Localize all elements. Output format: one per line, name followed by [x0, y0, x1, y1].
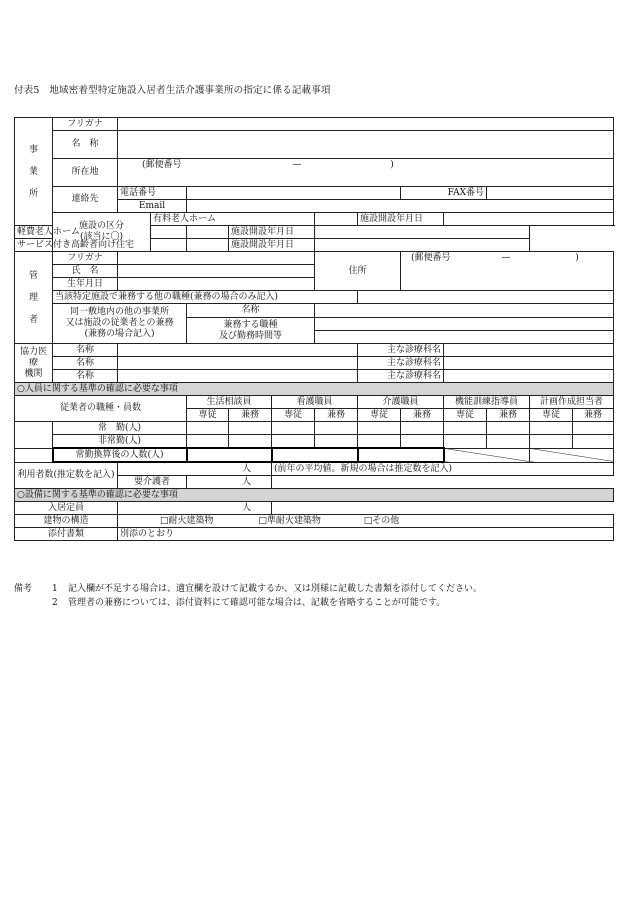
office-postal-label: (郵便番号 — [142, 160, 182, 171]
facility-open-date-label-3: 施設開設年月日 — [229, 239, 315, 252]
staff-part-4: 兼務 — [487, 409, 530, 422]
facility-open-date-label-1: 施設開設年月日 — [358, 213, 444, 226]
staff-fte-field-1[interactable] — [187, 448, 272, 462]
staff-cell[interactable] — [358, 435, 401, 449]
users-blank — [272, 476, 614, 489]
staff-full-1: 専従 — [187, 409, 229, 422]
manager-job-field-1[interactable] — [315, 318, 614, 331]
users-care-label: 要介護者 — [118, 476, 187, 489]
office-name-label: 名 称 — [53, 131, 118, 159]
manager-same-site-label: 同一敷地内の他の事業所 又は施設の従業者との兼務 (兼務の場合記入) — [53, 304, 187, 344]
note-text: 記入欄が不足する場合は、適宜欄を設けて記載するか、又は別様に記載した書類を添付してください。 — [68, 584, 483, 594]
staff-section-header: ○人員に関する基準の確認に必要な事項 — [15, 383, 614, 396]
coop-dept-label-3: 主な診療科名 — [358, 370, 444, 383]
staff-part-5: 兼務 — [573, 409, 614, 422]
manager-job-label: 兼務する職種 及び勤務時間等 — [187, 318, 315, 344]
staff-full-2: 専従 — [272, 409, 315, 422]
equipment-section-header: ○設備に関する基準の確認に必要な事項 — [15, 489, 614, 502]
office-contact-label: 連絡先 — [53, 187, 118, 213]
structure-option-semi-fireproof[interactable]: □準耐火建築物 — [258, 515, 321, 526]
facility-open-date-field-2[interactable] — [315, 226, 530, 239]
staff-role-4: 機能訓練指導員 — [444, 396, 530, 409]
facility-check-2[interactable] — [187, 226, 229, 239]
office-address-label: 所在地 — [53, 159, 118, 187]
facility-type-2[interactable]: 軽費老人ホーム — [15, 226, 187, 239]
equipment-attach-field: 別添のとおり — [118, 528, 614, 541]
coop-name-label-3: 名称 — [53, 370, 118, 383]
users-total-field[interactable] — [118, 462, 272, 476]
manager-furigana-field[interactable] — [118, 252, 315, 265]
manager-postal-label: (郵便番号 — [411, 252, 451, 263]
manager-other-jobs-label: 当該特定施設で兼務する他の職種(兼務の場合のみ記入) — [53, 291, 358, 304]
staff-cell[interactable] — [487, 422, 530, 435]
staff-role-5: 計画作成担当者 — [530, 396, 614, 409]
notes-label: 備考 — [14, 584, 33, 594]
staff-cell[interactable] — [444, 422, 487, 435]
staff-cell[interactable] — [487, 435, 530, 449]
facility-type-label: 施設の区分 (該当に〇) — [53, 213, 151, 252]
equipment-capacity-label: 入居定員 — [15, 502, 118, 515]
manager-job-field-2[interactable] — [315, 331, 614, 344]
staff-cell[interactable] — [358, 422, 401, 435]
note-item-1 — [14, 582, 482, 596]
office-email-label: Email — [118, 200, 187, 213]
facility-check-1[interactable] — [315, 213, 358, 226]
staff-fulltime-label: 常 勤(人) — [53, 422, 187, 435]
staff-role-2: 看護職員 — [272, 396, 358, 409]
staff-role-3: 介護職員 — [358, 396, 444, 409]
staff-cell[interactable] — [272, 422, 315, 435]
office-postal-close: ) — [390, 160, 394, 171]
equipment-structure-label: 建物の構造 — [15, 515, 118, 528]
coop-dept-field-3[interactable] — [444, 370, 614, 383]
manager-postal-close: ) — [575, 252, 579, 263]
staff-role-1: 生活相談員 — [187, 396, 272, 409]
equipment-capacity-field[interactable] — [118, 502, 272, 515]
equipment-structure-field[interactable] — [118, 515, 614, 528]
structure-option-other[interactable]: □その他 — [363, 515, 400, 526]
manager-other-jobs-field[interactable] — [358, 291, 614, 304]
manager-name-label: 氏 名 — [53, 265, 118, 278]
facility-open-date-field-3[interactable] — [315, 239, 530, 252]
coop-name-field-1[interactable] — [118, 344, 358, 357]
office-furigana-field[interactable] — [118, 118, 614, 131]
staff-blank-3 — [15, 448, 53, 462]
coop-dept-label-2: 主な診療科名 — [358, 357, 444, 370]
manager-name-field[interactable] — [118, 265, 315, 278]
staff-parttime-label: 非常勤(人) — [53, 435, 187, 449]
manager-postal-field[interactable] — [401, 252, 614, 265]
manager-birth-label: 生年月日 — [53, 278, 118, 291]
staff-blank-1 — [15, 422, 53, 435]
notes — [14, 582, 482, 610]
staff-fte-na-2 — [530, 448, 614, 462]
staff-full-3: 専従 — [358, 409, 401, 422]
office-phone-field[interactable] — [187, 187, 401, 200]
staff-cell[interactable] — [573, 422, 614, 435]
office-fax-label: FAX番号 — [401, 187, 487, 200]
staff-part-1: 兼務 — [229, 409, 272, 422]
staff-full-4: 専従 — [444, 409, 487, 422]
manager-site-name-field[interactable] — [315, 304, 614, 318]
coop-label: 協力医療 機関 — [15, 344, 53, 383]
equipment-attach-label: 添付書類 — [15, 528, 118, 541]
office-label: 事 業 所 — [15, 118, 53, 226]
office-furigana-label: フリガナ — [53, 118, 118, 131]
manager-label: 管 理 者 — [15, 252, 53, 344]
office-phone-label: 電話番号 — [118, 187, 187, 200]
staff-cell[interactable] — [187, 422, 229, 435]
users-care-unit: 人 — [241, 476, 251, 487]
coop-dept-field-1[interactable] — [444, 344, 614, 357]
registration-form-table — [14, 117, 614, 541]
users-care-field[interactable] — [187, 476, 272, 489]
staff-cell[interactable] — [315, 422, 358, 435]
staff-fte-na-1 — [444, 448, 530, 462]
coop-name-label-2: 名称 — [53, 357, 118, 370]
coop-name-field-3[interactable] — [118, 370, 358, 383]
facility-check-3[interactable] — [187, 239, 229, 252]
staff-cell[interactable] — [272, 435, 315, 449]
users-total-unit: 人 — [241, 463, 251, 474]
manager-birth-field[interactable] — [118, 278, 315, 291]
office-name-field[interactable] — [118, 131, 614, 159]
office-address-field[interactable] — [118, 173, 614, 187]
staff-cell[interactable] — [573, 435, 614, 449]
note-number: 1 — [52, 584, 58, 594]
staff-part-2: 兼務 — [315, 409, 358, 422]
coop-dept-field-2[interactable] — [444, 357, 614, 370]
staff-fte-field-2[interactable] — [272, 448, 358, 462]
form-title: 付表5 地域密着型特定施設入居者生活介護事業所の指定に係る記載事項 — [14, 85, 331, 96]
structure-option-fireproof[interactable]: □耐火建築物 — [160, 515, 214, 526]
staff-cell[interactable] — [444, 435, 487, 449]
manager-furigana-label: フリガナ — [53, 252, 118, 265]
staff-cell[interactable] — [401, 435, 444, 449]
staff-fte-label: 常勤換算後の人数(人) — [53, 448, 187, 462]
coop-name-field-2[interactable] — [118, 357, 358, 370]
staff-cell[interactable] — [530, 422, 573, 435]
staff-cell[interactable] — [187, 435, 229, 449]
equipment-capacity-blank — [272, 502, 614, 515]
staff-cell[interactable] — [530, 435, 573, 449]
manager-postal-dash: — — [501, 252, 511, 263]
office-fax-field[interactable] — [487, 187, 614, 200]
facility-open-date-field-1[interactable] — [444, 213, 614, 226]
note-number: 2 — [52, 598, 58, 608]
note-text: 管理者の兼務については、添付資料にて確認可能な場合は、記載を省略することが可能です。 — [68, 598, 446, 608]
facility-type-3[interactable]: サービス付き高齢者向け住宅 — [15, 239, 187, 252]
staff-blank-2 — [15, 435, 53, 449]
manager-site-name-label: 名称 — [187, 304, 315, 318]
coop-dept-label-1: 主な診療科名 — [358, 344, 444, 357]
staff-header: 従業者の職種・員数 — [15, 396, 187, 422]
manager-address-field[interactable] — [401, 265, 614, 291]
staff-full-5: 専従 — [530, 409, 573, 422]
staff-part-3: 兼務 — [401, 409, 444, 422]
users-label: 利用者数(推定数を記入) — [15, 462, 118, 489]
staff-cell[interactable] — [401, 422, 444, 435]
office-postal-field[interactable] — [118, 159, 614, 173]
office-email-field[interactable] — [187, 200, 614, 213]
equipment-capacity-unit: 人 — [241, 502, 251, 513]
note-item-2 — [14, 596, 482, 610]
facility-open-date-label-2: 施設開設年月日 — [229, 226, 315, 239]
facility-type-1[interactable]: 有料老人ホーム — [151, 213, 315, 226]
users-note: (前年の平均値。新規の場合は推定数を記入) — [272, 462, 614, 476]
coop-name-label-1: 名称 — [53, 344, 118, 357]
staff-cell[interactable] — [315, 435, 358, 449]
manager-address-label: 住所 — [315, 252, 401, 291]
staff-cell[interactable] — [229, 435, 272, 449]
staff-cell[interactable] — [229, 422, 272, 435]
staff-fte-field-3[interactable] — [358, 448, 444, 462]
office-postal-dash: — — [292, 160, 302, 171]
